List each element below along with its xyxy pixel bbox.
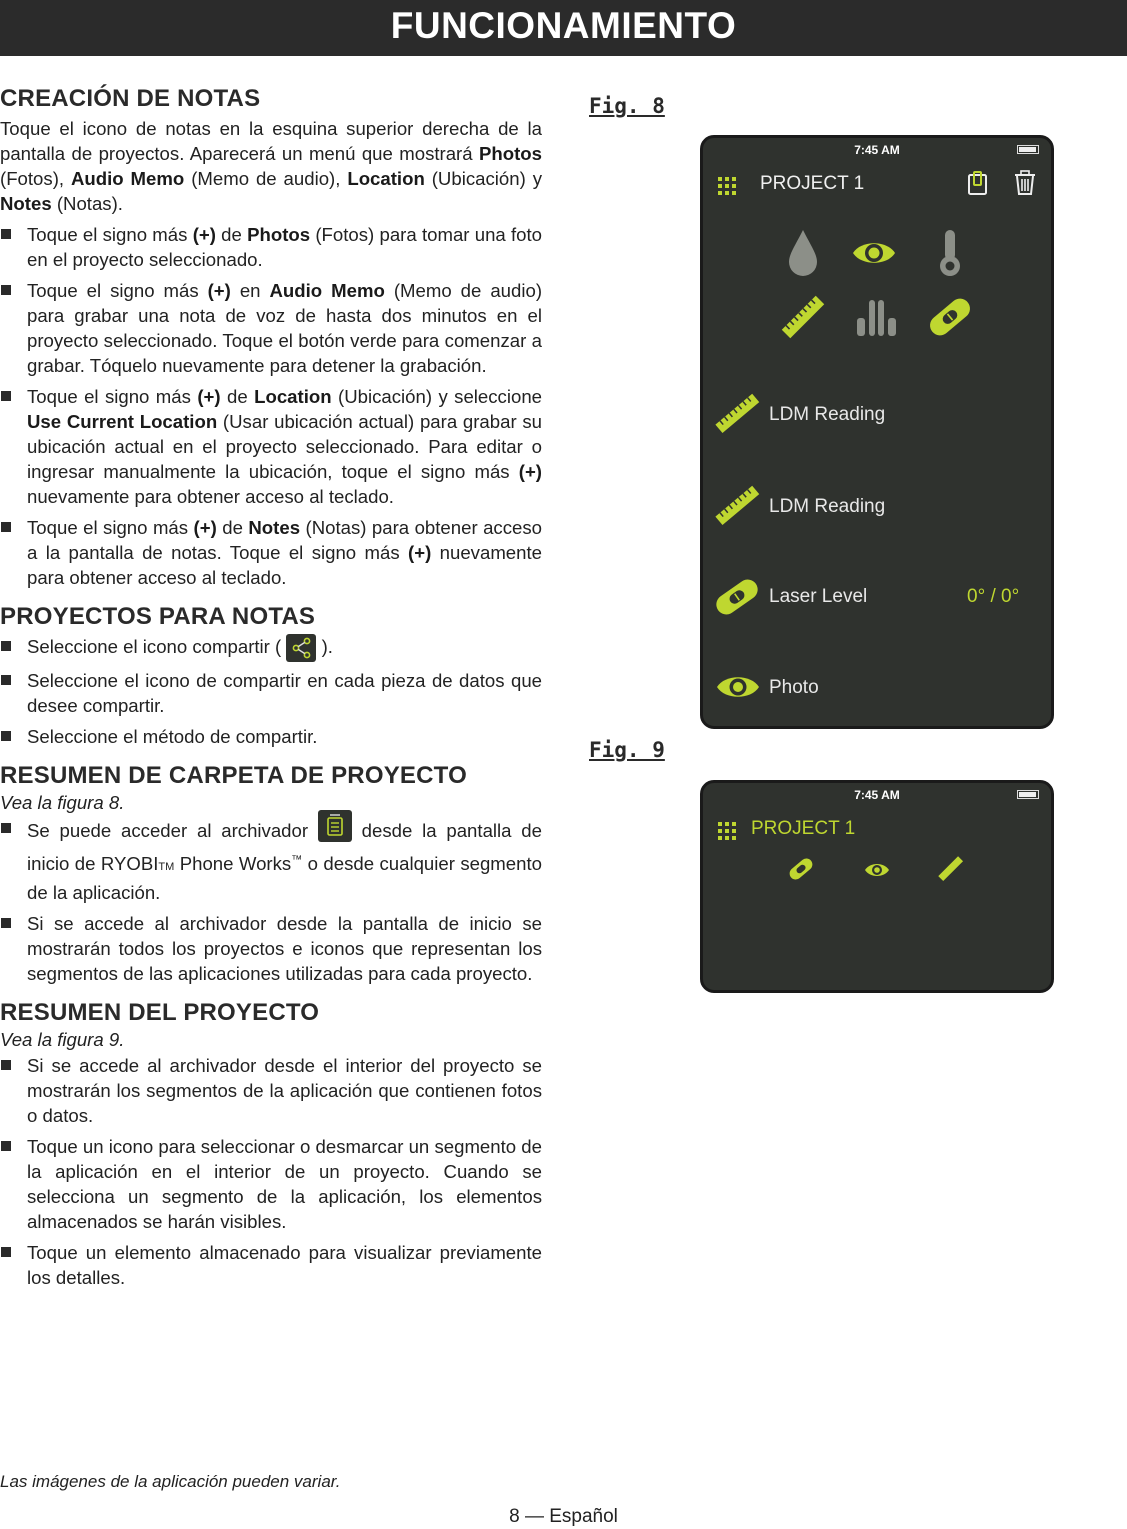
level-icon[interactable]: [925, 292, 975, 342]
ruler-icon[interactable]: [713, 388, 761, 438]
page-number: 8 — Español: [509, 1506, 618, 1527]
resumen-carpeta-list: [0, 816, 542, 986]
trash-icon[interactable]: [1014, 170, 1036, 196]
eye-icon[interactable]: [864, 860, 890, 880]
bullet-text: Toque el signo más: [27, 386, 198, 407]
intro-text: Toque el icono de notas en la esquina superior derecha de la pantalla de proyectos. Aparecerá un menú que mostrará: [0, 118, 542, 164]
section-title-proyectos: PROYECTOS PARA NOTAS: [0, 603, 316, 630]
bullet-share-method: Seleccione el método de compartir.: [0, 724, 542, 749]
thermometer-icon[interactable]: [935, 228, 965, 278]
bullet-share-each: Seleccione el icono de compartir en cada pieza de datos que desee compartir.: [0, 668, 542, 718]
figure-9-screen: [700, 780, 1054, 993]
bullet-text: Phone Works: [174, 853, 292, 875]
bullet-keyword: Audio Memo: [269, 280, 385, 301]
plus-sign: (+): [197, 386, 221, 407]
see-figure-9: Vea la figura 9.: [0, 1029, 125, 1051]
see-figure-8: Vea la figura 8.: [0, 792, 125, 814]
trademark-sign: TM: [158, 861, 175, 874]
bullet-archivador-inicio: Si se accede al archivador desde la pantalla de inicio se mostrarán todos los proyectos e iconos que representan los segmentos de las aplicaciones utilizadas para cada proyecto.: [0, 911, 542, 986]
plus-sign: (+): [207, 280, 231, 301]
battery-icon: [1017, 790, 1039, 799]
footnote: Las imágenes de la aplicación pueden variar.: [0, 1472, 341, 1491]
bullet-location: [0, 384, 542, 509]
bullet-text: en: [230, 280, 270, 301]
bullet-text: (Memo de audio) para grabar una nota de voz de hasta dos minutos en el proyecto seleccionado. Toque el botón verde para comenzar a grabar. Tóquelo nuevamente para detener la grabación.: [27, 280, 543, 376]
text-column: [0, 84, 542, 1290]
ruler-icon[interactable]: [777, 290, 829, 344]
bullet-text: Toque el signo más: [27, 224, 193, 245]
section-title-resumen-carpeta: RESUMEN DE CARPETA DE PROYECTO: [0, 762, 467, 790]
bullet-seleccionar: Toque un icono para seleccionar o desmarcar un segmento de la aplicación en el interior de un proyecto. Cuando se selecciona un segmento de la aplicación, los elementos almacenados se harán visibles.: [0, 1134, 542, 1234]
project-title: PROJECT 1: [751, 818, 856, 839]
bullet-visualizar: Toque un elemento almacenado para visualizar previamente los detalles.: [0, 1240, 542, 1290]
row-label[interactable]: LDM Reading: [769, 496, 886, 517]
section-title-resumen-proyecto: RESUMEN DEL PROYECTO: [0, 999, 320, 1027]
ruler-icon[interactable]: [937, 855, 965, 883]
bullet-keyword: Use Current Location: [27, 411, 218, 432]
archive-icon: [318, 810, 352, 842]
row-label[interactable]: Laser Level: [769, 586, 868, 607]
level-icon[interactable]: [787, 855, 815, 883]
bullet-text: (Usar ubicación actual) para grabar su ubicación actual en el proyecto seleccionado. Para editar o ingresar manualmente la ubicación, toque el signo más: [27, 411, 543, 482]
bullet-text: Se puede acceder al archivador: [27, 820, 318, 841]
figure-8-label: Fig. 8: [589, 94, 665, 118]
intro-text: (Fotos),: [0, 168, 71, 189]
bullet-text: nuevamente para obtener acceso al teclado.: [27, 542, 542, 588]
page-banner: FUNCIONAMIENTO: [0, 0, 1127, 56]
creacion-intro: [0, 116, 542, 216]
bullet-text: (Fotos) para tomar una foto en el proyecto seleccionado.: [27, 224, 543, 270]
bullet-text: Seleccione el icono compartir (: [27, 636, 287, 657]
bullet-keyword: Notes: [248, 517, 301, 538]
plus-sign: (+): [518, 461, 542, 482]
plus-sign: (+): [192, 224, 216, 245]
share-icon: [286, 634, 316, 662]
plus-sign: (+): [408, 542, 432, 563]
bullet-text: ).: [316, 636, 333, 657]
bullet-text: (Ubicación) y seleccione: [331, 386, 543, 407]
bullet-text: de: [220, 386, 255, 407]
bullet-text: de: [216, 517, 249, 538]
bullet-text: (Notas) para obtener acceso a la pantalla de notas. Toque el signo más: [27, 517, 543, 563]
grid-menu-icon[interactable]: [717, 821, 737, 841]
status-time: 7:45 AM: [854, 788, 900, 802]
bullet-text: de: [215, 224, 248, 245]
bullet-keyword: Location: [254, 386, 332, 407]
plus-sign: (+): [193, 517, 217, 538]
bullet-share-icon: [0, 634, 542, 662]
bullet-text: Toque el signo más: [27, 517, 194, 538]
bullet-photos: [0, 222, 542, 272]
intro-text: (Ubicación) y: [424, 168, 542, 189]
bullet-archivador: [0, 816, 542, 905]
figure-8-screen: [700, 135, 1054, 729]
proyectos-list: [0, 634, 542, 749]
bullet-audio: [0, 278, 542, 378]
grid-menu-icon[interactable]: [717, 176, 737, 196]
stud-finder-icon[interactable]: [853, 298, 899, 338]
row-value: 0° / 0°: [967, 586, 1020, 607]
moisture-icon[interactable]: [785, 228, 821, 278]
eye-icon[interactable]: [715, 670, 761, 704]
bullet-notes: [0, 515, 542, 590]
level-icon[interactable]: [713, 572, 761, 622]
battery-icon: [1017, 145, 1039, 154]
row-label[interactable]: Photo: [769, 677, 819, 698]
bullet-text: Toque el signo más: [27, 280, 208, 301]
eye-icon[interactable]: [851, 234, 897, 272]
bullet-text: desde la pantalla de inicio de RYOBI: [27, 820, 542, 875]
section-title-creacion: CREACIÓN DE NOTAS: [0, 85, 261, 112]
bullet-keyword: Photos: [247, 224, 311, 245]
bullet-text: o desde cualquier segmento de la aplicación.: [27, 853, 542, 904]
ruler-icon[interactable]: [713, 480, 761, 530]
intro-audio-memo: Audio Memo: [70, 168, 185, 189]
intro-photos: Photos: [478, 143, 542, 164]
intro-location: Location: [347, 168, 425, 189]
bullet-text: nuevamente para obtener acceso al teclado.: [27, 486, 394, 507]
figure-9-label: Fig. 9: [589, 738, 665, 762]
intro-notes: Notes: [0, 193, 52, 214]
intro-text: (Memo de audio),: [184, 168, 348, 189]
status-time: 7:45 AM: [854, 143, 900, 157]
clipboard-icon[interactable]: [967, 170, 989, 196]
creacion-list: [0, 222, 542, 590]
bullet-interior: Si se accede al archivador desde el interior del proyecto se mostrarán los segmentos de la aplicación que contienen fotos o datos.: [0, 1053, 542, 1128]
row-label[interactable]: LDM Reading: [769, 404, 886, 425]
trademark-sign: ™: [291, 854, 303, 867]
resumen-proyecto-list: [0, 1053, 542, 1290]
intro-text: (Notas).: [51, 193, 123, 214]
project-title: PROJECT 1: [760, 173, 865, 194]
